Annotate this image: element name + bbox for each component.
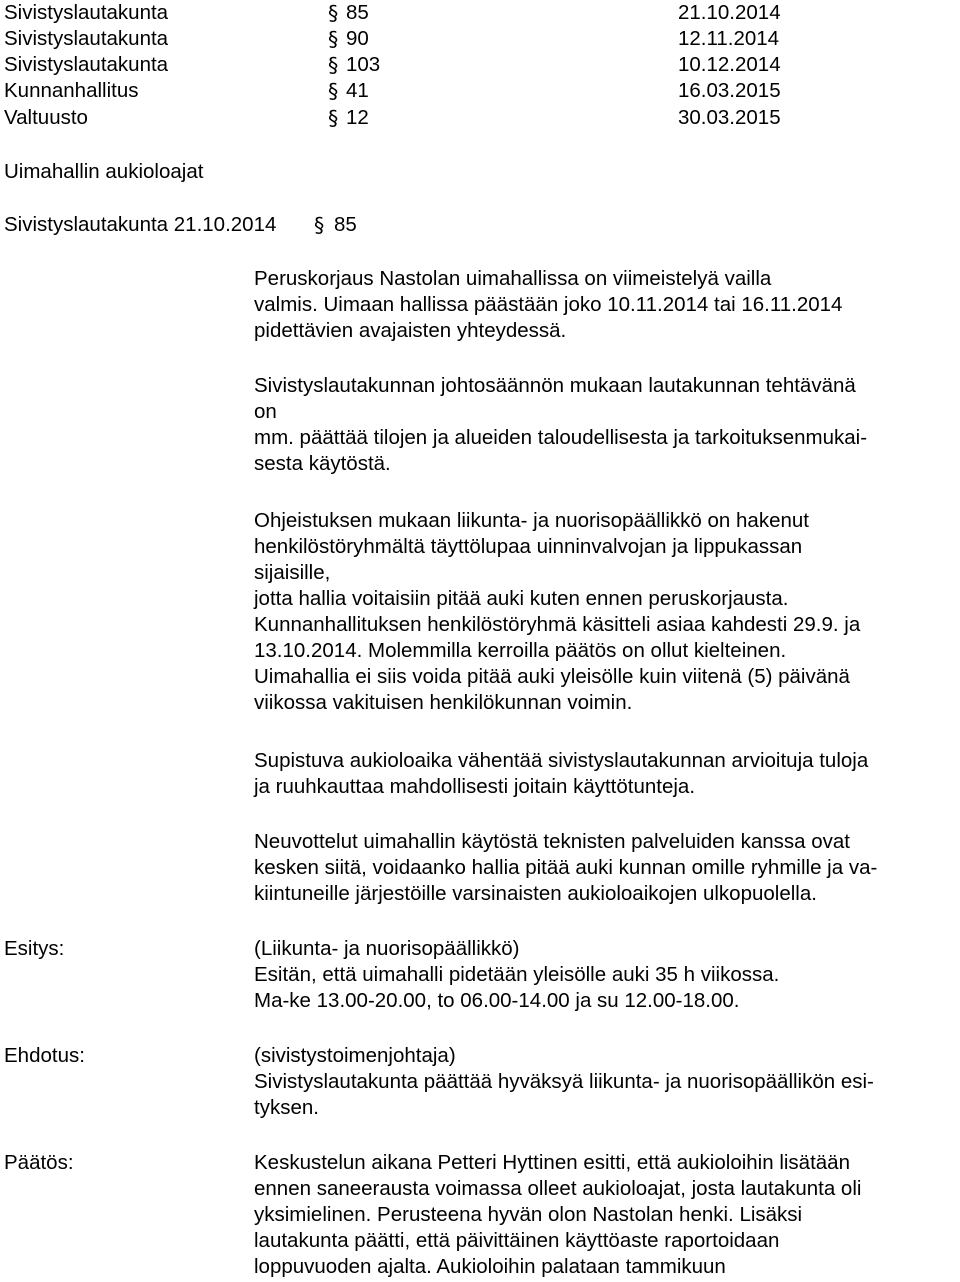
meeting-body: Sivistyslautakunta xyxy=(4,27,169,50)
section-line: Sivistyslautakunta päättää hyväksyä liikunta- ja nuorisopäällikön esi- xyxy=(254,1070,874,1093)
reference-text: Sivistyslautakunta 21.10.2014 xyxy=(4,213,277,236)
section-label: Päätös: xyxy=(4,1151,74,1174)
paragraph-line: Peruskorjaus Nastolan uimahallissa on viimeistelyä vailla xyxy=(254,267,772,290)
paragraph-line: Kunnanhallituksen henkilöstöryhmä käsitteli asiaa kahdesti 29.9. ja xyxy=(254,613,861,636)
paragraph-line: valmis. Uimaan hallissa päästään joko 10.11.2014 tai 16.11.2014 xyxy=(254,293,843,316)
section-line: lautakunta päätti, että päivittäinen käyttöaste raportoidaan xyxy=(254,1229,780,1252)
meeting-number: 85 xyxy=(346,1,369,24)
paragraph xyxy=(254,748,868,800)
meeting-body: Kunnanhallitus xyxy=(4,79,139,102)
meeting-number: 90 xyxy=(346,27,369,50)
paragraph-line: Uimahallia ei siis voida pitää auki yleisölle kuin viitenä (5) päivänä xyxy=(254,665,850,688)
section-symbol: § xyxy=(328,27,339,51)
meeting-number: 103 xyxy=(346,53,381,76)
section-line: yksimielinen. Perusteena hyvän olon Nastolan henki. Lisäksi xyxy=(254,1203,803,1226)
section-line: loppuvuoden ajalta. Aukioloihin palataan tammikuun xyxy=(254,1255,726,1278)
section-line: tyksen. xyxy=(254,1096,319,1119)
paragraph-line: Ohjeistuksen mukaan liikunta- ja nuorisopäällikkö on hakenut xyxy=(254,509,809,532)
section-label: Ehdotus: xyxy=(4,1044,85,1067)
section-symbol: § xyxy=(328,1,339,25)
section-text xyxy=(254,936,779,1014)
paragraph-line: Supistuva aukioloaika vähentää sivistyslautakunnan arvioituja tuloja xyxy=(254,749,869,772)
paragraph-line: sesta käytöstä. xyxy=(254,452,391,475)
section-line: (sivistystoimenjohtaja) xyxy=(254,1044,456,1067)
paragraph-line: pidettävien avajaisten yhteydessä. xyxy=(254,319,567,342)
paragraph-line: Neuvottelut uimahallin käytöstä teknisten palveluiden kanssa ovat xyxy=(254,830,850,853)
paragraph-line: viikossa vakituisen henkilökunnan voimin. xyxy=(254,691,633,714)
section-line: Esitän, että uimahalli pidetään yleisölle auki 35 h viikossa. xyxy=(254,963,780,986)
paragraph-line: kesken siitä, voidaanko hallia pitää auki kunnan omille ryhmille ja va- xyxy=(254,856,878,879)
paragraph-line: sijaisille, xyxy=(254,561,331,584)
document-title: Uimahallin aukioloajat xyxy=(4,160,204,183)
section-symbol: § xyxy=(328,79,339,103)
paragraph-line: jotta hallia voitaisiin pitää auki kuten ennen peruskorjausta. xyxy=(254,587,789,610)
paragraph-line: mm. päättää tilojen ja alueiden taloudellisesta ja tarkoituksenmukai- xyxy=(254,426,868,449)
paragraph xyxy=(254,829,877,907)
meeting-date: 16.03.2015 xyxy=(678,79,781,102)
paragraph-line: on xyxy=(254,400,277,423)
reference-number: 85 xyxy=(334,213,357,236)
section-line: ennen saneerausta voimassa olleet aukioloajat, josta lautakunta oli xyxy=(254,1177,862,1200)
paragraph-line: Sivistyslautakunnan johtosäännön mukaan lautakunnan tehtävänä xyxy=(254,374,856,397)
section-text xyxy=(254,1150,861,1280)
paragraph xyxy=(254,508,860,716)
section-text xyxy=(254,1043,874,1121)
section-label: Esitys: xyxy=(4,937,65,960)
meeting-body: Sivistyslautakunta xyxy=(4,53,169,76)
meeting-date: 30.03.2015 xyxy=(678,106,781,129)
meeting-date: 12.11.2014 xyxy=(678,27,780,50)
section-line: Ma-ke 13.00-20.00, to 06.00-14.00 ja su 12.00-18.00. xyxy=(254,989,740,1012)
paragraph-line: 13.10.2014. Molemmilla kerroilla päätös on ollut kielteinen. xyxy=(254,639,787,662)
meeting-date: 10.12.2014 xyxy=(678,53,781,76)
meeting-date: 21.10.2014 xyxy=(678,1,781,24)
paragraph xyxy=(254,266,842,344)
section-symbol: § xyxy=(314,213,325,237)
paragraph-line: kiintuneille järjestöille varsinaisten aukioloaikojen ulkopuolella. xyxy=(254,882,817,905)
meeting-body: Sivistyslautakunta xyxy=(4,1,169,24)
paragraph-line: ja ruuhkauttaa mahdollisesti joitain käyttötunteja. xyxy=(254,775,696,798)
paragraph xyxy=(254,373,867,477)
section-line: Keskustelun aikana Petteri Hyttinen esitti, että aukioloihin lisätään xyxy=(254,1151,850,1174)
meeting-number: 12 xyxy=(346,106,369,129)
section-symbol: § xyxy=(328,106,339,130)
meeting-body: Valtuusto xyxy=(4,106,88,129)
meeting-number: 41 xyxy=(346,79,369,102)
section-line: (Liikunta- ja nuorisopäällikkö) xyxy=(254,937,520,960)
section-symbol: § xyxy=(328,53,339,77)
paragraph-line: henkilöstöryhmältä täyttölupaa uinninvalvojan ja lippukassan xyxy=(254,535,803,558)
